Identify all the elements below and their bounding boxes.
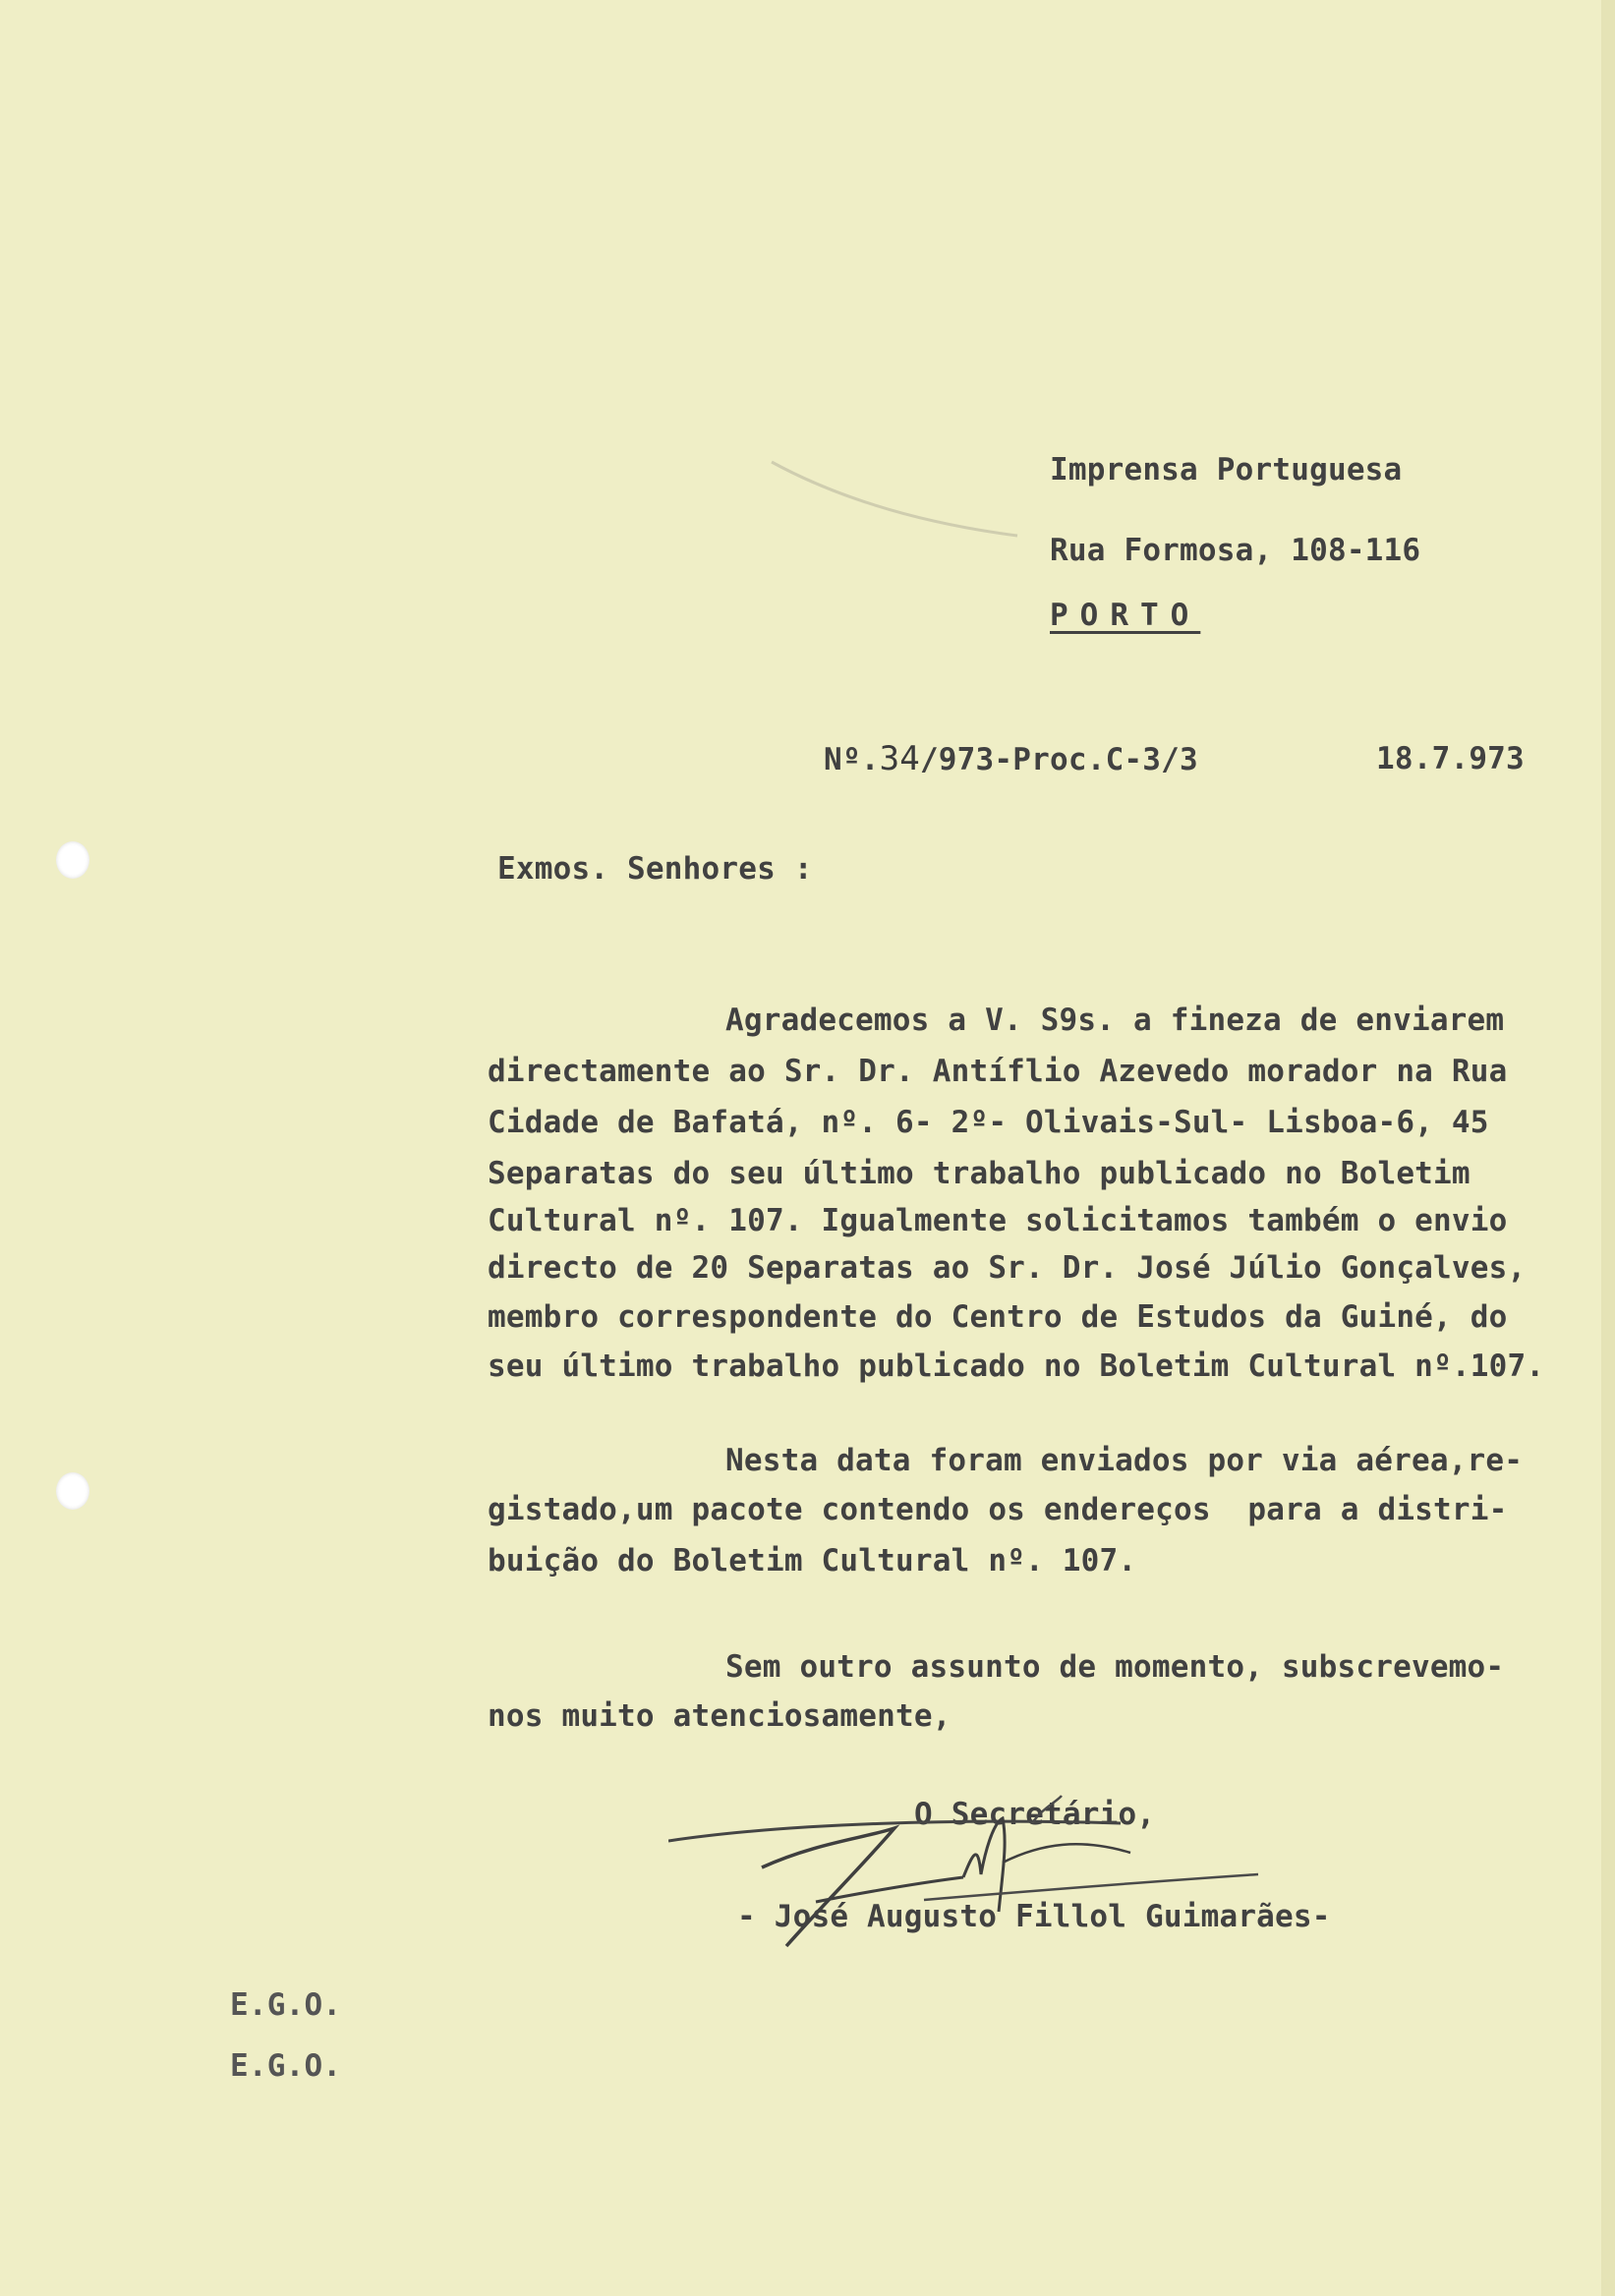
paragraph-1-line-4: Separatas do seu último trabalho publicado no Boletim [488,1156,1471,1191]
footer-mark-2: E.G.O. [230,2048,342,2084]
paragraph-1-line-2: directamente ao Sr. Dr. Antíflio Azevedo morador na Rua [488,1054,1508,1089]
paragraph-2-line-3: buição do Boletim Cultural nº. 107. [488,1543,1137,1578]
reference-prefix: Nº. [824,742,880,777]
sheet-edge-shadow [1601,0,1615,2296]
letter-date: 18.7.973 [1376,741,1525,776]
footer-mark-1: E.G.O. [230,1987,342,2023]
closing-title: O Secretário, [914,1797,1156,1832]
paragraph-1-line-7: membro correspondente do Centro de Estudos da Guiné, do [488,1299,1508,1335]
faint-pencil-stroke [767,452,1022,541]
paragraph-2-line-2: gistado,um pacote contendo os endereços para a distri- [488,1492,1508,1527]
reference-line [824,739,1198,779]
paragraph-1-line-8: seu último trabalho publicado no Boletim Cultural nº.107. [488,1349,1545,1384]
reference-suffix: /973-Proc.C-3/3 [919,742,1198,777]
salutation: Exmos. Senhores : [497,851,813,887]
paragraph-2-line-1: Nesta data foram enviados por via aérea,re- [725,1443,1524,1478]
paragraph-1-line-1: Agradecemos a V. S9s. a fineza de enviarem [725,1003,1505,1038]
punch-hole-bottom [56,1472,89,1510]
recipient-city: PORTO [1050,598,1201,633]
paragraph-3-line-1: Sem outro assunto de momento, subscrevemo- [725,1649,1505,1685]
signatory-name: - José Augusto Fillol Guimarães- [737,1899,1331,1934]
paragraph-1-line-3: Cidade de Bafatá, nº. 6- 2º- Olivais-Sul- Lisboa-6, 45 [488,1105,1489,1140]
punch-hole-top [56,841,89,879]
paragraph-1-line-6: directo de 20 Separatas ao Sr. Dr. José Júlio Gonçalves, [488,1250,1527,1286]
reference-handwritten-number: 34 [879,739,920,778]
paragraph-1-line-5: Cultural nº. 107. Igualmente solicitamos também o envio [488,1203,1508,1238]
recipient-name: Imprensa Portuguesa [1050,452,1403,488]
recipient-street: Rua Formosa, 108-116 [1050,533,1421,568]
paragraph-3-line-2: nos muito atenciosamente, [488,1698,952,1734]
